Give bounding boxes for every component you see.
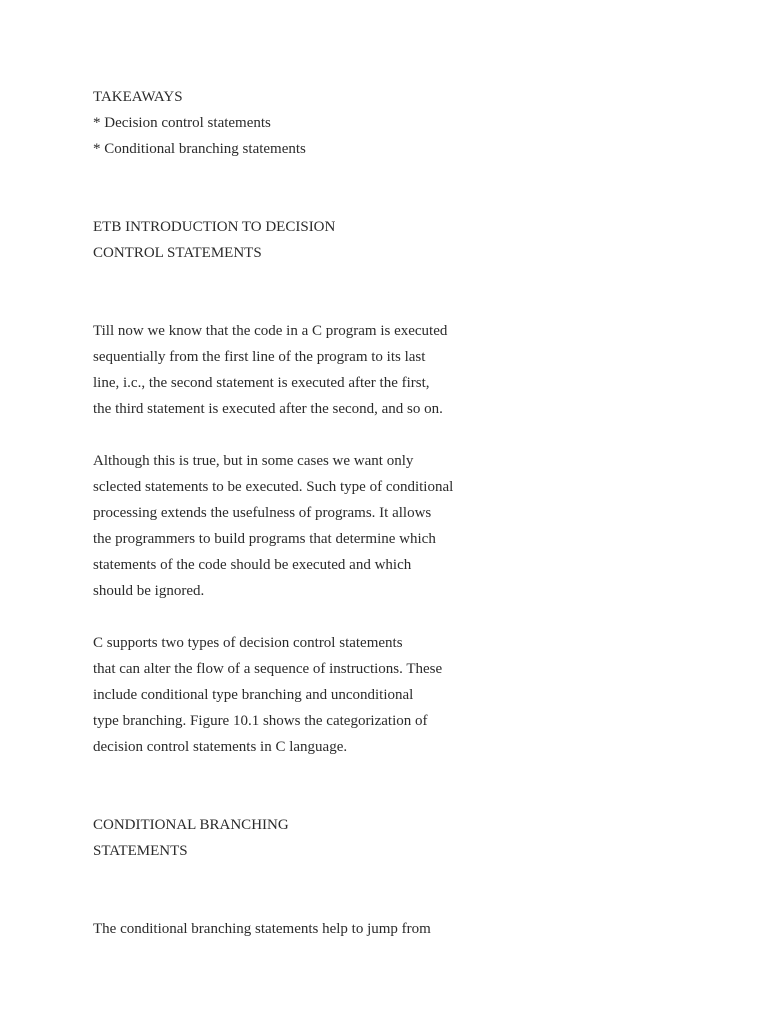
section-heading-line: STATEMENTS <box>93 843 188 859</box>
paragraph-line: decision control statements in C language. <box>93 739 348 755</box>
paragraph-line: include conditional type branching and unconditional <box>93 687 414 703</box>
takeaway-item: * Conditional branching statements <box>93 141 306 157</box>
paragraph-line: Till now we know that the code in a C program is executed <box>93 323 448 339</box>
paragraph-line: that can alter the flow of a sequence of instructions. These <box>93 661 443 677</box>
paragraph-line: the programmers to build programs that determine which <box>93 531 436 547</box>
paragraph-line: the third statement is executed after the second, and so on. <box>93 401 443 417</box>
section-heading-line: ETB INTRODUCTION TO DECISION <box>93 219 336 235</box>
paragraph-line: C supports two types of decision control statements <box>93 635 403 651</box>
takeaway-item: * Decision control statements <box>93 115 271 131</box>
paragraph-line: sequentially from the first line of the program to its last <box>93 349 426 365</box>
document-page <box>93 84 693 942</box>
paragraph-line: sclected statements to be executed. Such type of conditional <box>93 479 454 495</box>
paragraph <box>93 916 693 942</box>
paragraph <box>93 318 693 422</box>
paragraph-line: processing extends the usefulness of programs. It allows <box>93 505 432 521</box>
paragraph-line: The conditional branching statements help to jump from <box>93 921 431 937</box>
paragraph-line: should be ignored. <box>93 583 205 599</box>
paragraph-line: statements of the code should be executed and which <box>93 557 412 573</box>
section-heading <box>93 214 693 266</box>
paragraph-line: type branching. Figure 10.1 shows the categorization of <box>93 713 428 729</box>
paragraph-line: Although this is true, but in some cases we want only <box>93 453 414 469</box>
takeaways-heading: TAKEAWAYS <box>93 89 183 105</box>
takeaways-block <box>93 84 693 162</box>
section-heading-line: CONDITIONAL BRANCHING <box>93 817 289 833</box>
paragraph <box>93 448 693 604</box>
section-heading <box>93 812 693 864</box>
section-heading-line: CONTROL STATEMENTS <box>93 245 262 261</box>
paragraph <box>93 630 693 760</box>
paragraph-line: line, i.c., the second statement is executed after the first, <box>93 375 430 391</box>
